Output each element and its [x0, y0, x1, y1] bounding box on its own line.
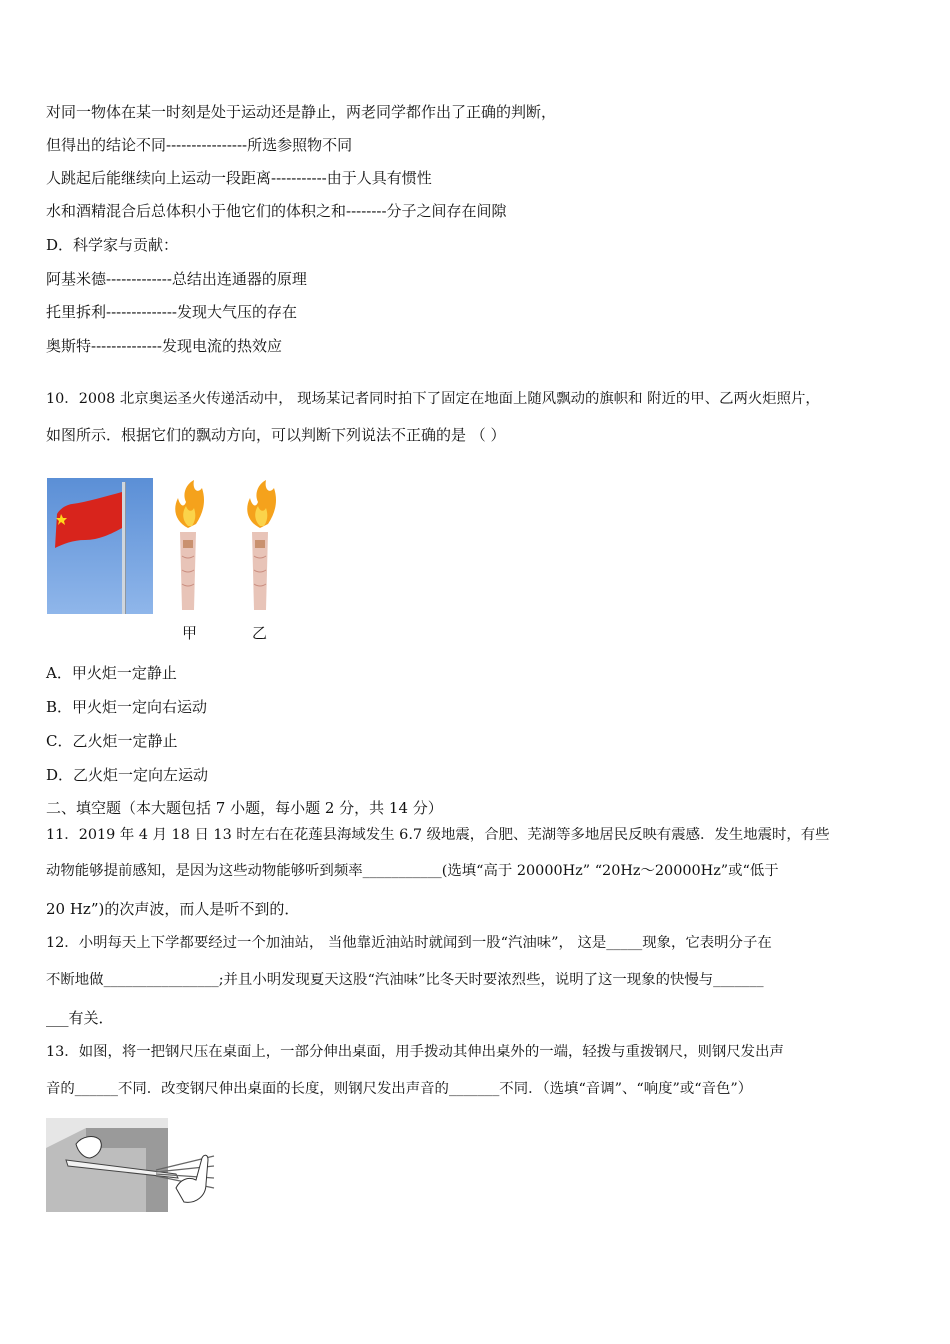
q11-line-2: 动物能够提前感知，是因为这些动物能够听到频率___________(选填“高于 20000Hz” “20Hz～20000Hz”或“低于	[46, 863, 779, 879]
torch-jia-illustration	[164, 478, 212, 614]
flag-photo	[47, 478, 153, 614]
intro-line-2: 但得出的结论不同----------------所选参照物不同	[46, 136, 353, 154]
q12-line-3: ___有关．	[46, 1009, 114, 1027]
intro-line-4: 水和酒精混合后总体积小于他它们的体积之和--------分子之间存在间隙	[46, 202, 507, 220]
q13-line-2: 音的______不同．改变钢尺伸出桌面的长度，则钢尺发出声音的_______不同．（选填“音调”、“响度”或“音色”）	[46, 1081, 753, 1097]
q10-line-1: 10．2008 北京奥运圣火传递活动中， 现场某记者同时拍下了固定在地面上随风飘动的旗帜和 附近的甲、乙两火炬照片，	[46, 391, 820, 407]
section-d-heading: D．科学家与贡献：	[46, 236, 179, 254]
q10-line-2: 如图所示．根据它们的飘动方向，可以判断下列说法不正确的是 （ ）	[46, 426, 506, 444]
intro-line-1: 对同一物体在某一时刻是处于运动还是静止，两老同学都作出了正确的判断，	[46, 103, 557, 121]
q13-line-1: 13．如图，将一把钢尺压在桌面上，一部分伸出桌面，用手拨动其伸出桌外的一端，轻拨与重拨钢尺，则钢尺发出声	[46, 1044, 784, 1060]
q12-line-1: 12．小明每天上下学都要经过一个加油站， 当他靠近油站时就闻到一股“汽油味”， 这是_____现象，它表明分子在	[46, 935, 772, 951]
section-d-item-1: 阿基米德-------------总结出连通器的原理	[46, 270, 307, 288]
section-d-item-2: 托里拆利--------------发现大气压的存在	[46, 303, 297, 321]
section-d-item-3: 奥斯特--------------发现电流的热效应	[46, 337, 282, 355]
q11-line-1: 11．2019 年 4 月 18 日 13 时左右在花莲县海域发生 6.7 级地震，合肥、芜湖等多地居民反映有震感．发生地震时，有些	[46, 827, 830, 843]
intro-line-3: 人跳起后能继续向上运动一段距离-----------由于人具有惯性	[46, 169, 432, 187]
torch-yi-illustration	[236, 478, 284, 614]
q12-line-2: 不断地做________________;并且小明发现夏天这股“汽油味”比冬天时要浓烈些，说明了这一现象的快慢与_______	[46, 972, 764, 988]
section-2-heading: 二、填空题（本大题包括 7 小题，每小题 2 分，共 14 分）	[46, 799, 443, 817]
q10-option-d: D．乙火炬一定向左运动	[46, 766, 209, 784]
q10-option-c: C．乙火炬一定静止	[46, 732, 178, 750]
q10-option-b: B．甲火炬一定向右运动	[46, 698, 208, 716]
label-yi: 乙	[252, 624, 268, 642]
q10-option-a: A．甲火炬一定静止	[46, 664, 177, 682]
label-jia: 甲	[182, 624, 198, 642]
q11-line-3: 20 Hz”)的次声波，而人是听不到的．	[46, 900, 300, 918]
ruler-on-desk-illustration	[46, 1118, 221, 1212]
